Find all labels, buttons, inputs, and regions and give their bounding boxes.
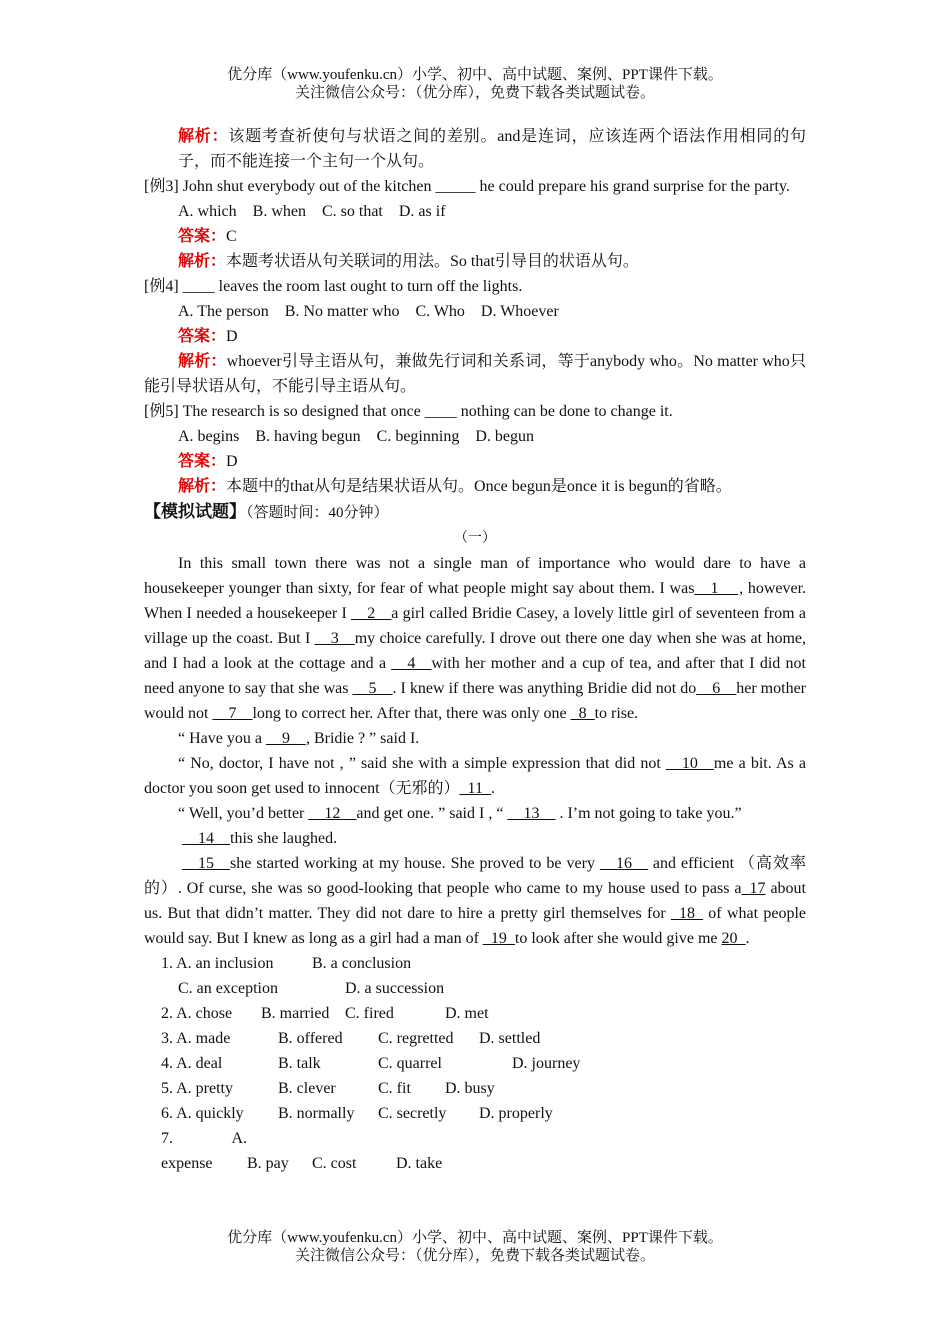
passage-text: her mother would not xyxy=(144,680,807,722)
passage-text: Bridie ? ” said I. xyxy=(309,730,420,747)
ex2-analysis xyxy=(144,124,806,174)
passage-text: D. take xyxy=(396,1155,443,1172)
ex4-answer xyxy=(144,324,806,349)
passage-text: B. normally xyxy=(278,1105,355,1122)
passage-paragraph-5 xyxy=(144,826,806,851)
choice-row-6 xyxy=(144,1101,806,1126)
passage-paragraph-6 xyxy=(144,851,806,951)
section-heading xyxy=(144,499,806,526)
passage-text: . I knew if there was anything Bridie did not do xyxy=(392,680,697,697)
blank-3: __3__ xyxy=(314,630,355,647)
passage-text: C. regretted xyxy=(378,1030,454,1047)
passage-text: . I’m not going to take you.” xyxy=(555,805,742,822)
passage-text: C. an exception xyxy=(178,980,278,997)
blank-17: _17 xyxy=(741,880,766,897)
choices-list xyxy=(144,951,806,1176)
choice-row-2 xyxy=(144,1001,806,1026)
passage-text: me a bit. As a doctor you soon get used to innocent（无邪的） xyxy=(144,755,807,797)
passage-text: long to correct her. After that, there was only one xyxy=(252,705,571,722)
passage-text: D. a succession xyxy=(345,980,445,997)
choice-row-4 xyxy=(144,1051,806,1076)
blank-20: 20_ xyxy=(721,930,746,947)
blank-18: _18_ xyxy=(670,905,703,922)
passage-text: A. which B. when C. so that D. as if xyxy=(178,203,446,220)
ex4-analysis-text: whoever引导主语从句，兼做先行词和关系词，等于anybody who。No matter who只能引导状语从句，不能引导主语从句。 xyxy=(144,353,806,395)
section-time-note: （答题时间：40分钟） xyxy=(246,505,389,521)
passage-text: C. secretly xyxy=(378,1105,447,1122)
choice-row-5 xyxy=(144,1076,806,1101)
passage-text: 2. A. chose xyxy=(161,1005,233,1022)
analysis-label: 解析： xyxy=(178,478,227,495)
passage-text: D. busy xyxy=(445,1080,495,1097)
blank-12: __12__ xyxy=(308,805,357,822)
passage-paragraph-4 xyxy=(144,801,806,826)
passage-text: C. cost xyxy=(312,1155,357,1172)
blank-9: __9__, xyxy=(265,730,310,747)
passage-text: 4. A. deal xyxy=(161,1055,223,1072)
passage-text: this she laughed. xyxy=(230,830,338,847)
passage-text: 7. A. expense xyxy=(161,1130,247,1172)
ex5-analysis-text: 本题中的that从句是结果状语从句。Once begun是once it is begun的省略。 xyxy=(226,478,732,495)
blank-6: __6__ xyxy=(696,680,737,697)
passage-text: to look after she would give me xyxy=(514,930,722,947)
section-title: 【模拟试题】 xyxy=(144,502,246,521)
answer-label: 答案： xyxy=(178,453,227,470)
choice-row-1b xyxy=(144,976,806,1001)
blank-7: __7__ xyxy=(212,705,253,722)
blank-11: _11_ xyxy=(459,780,491,797)
analysis-label: 解析： xyxy=(178,253,227,270)
passage-text: . xyxy=(490,780,495,797)
header-line-2: 关注微信公众号：（优分库），免费下载各类试题试卷。 xyxy=(294,85,655,101)
passage-text: D. properly xyxy=(479,1105,553,1122)
document-body xyxy=(144,124,806,1176)
passage-text: B. pay xyxy=(247,1155,289,1172)
footer-line-2: 关注微信公众号：（优分库），免费下载各类试题试卷。 xyxy=(294,1248,655,1264)
passage-text: and efficient （高效率的）. Of curse, she was so good-looking that people who came to my house used to pass a xyxy=(144,855,806,897)
passage-paragraph-1 xyxy=(144,551,806,726)
passage-text: A. begins B. having begun C. beginning D. begun xyxy=(178,428,534,445)
ex4-answer-value: D xyxy=(226,328,238,345)
passage-text: D. journey xyxy=(512,1055,581,1072)
ex3-analysis-text: 本题考状语从句关联词的用法。So that引导目的状语从句。 xyxy=(226,253,639,270)
passage-text: with her mother and a cup of tea, and after that I did not need anyone to say that she was xyxy=(144,655,806,697)
page-footer xyxy=(0,1229,950,1265)
passage-text: a girl called Bridie Casey, a lovely little girl of seventeen from a village up the coast. But I xyxy=(144,605,806,647)
ex3-answer-value: C xyxy=(226,228,237,245)
passage-text: A. The person B. No matter who C. Who D. Whoever xyxy=(178,303,559,320)
analysis-label: 解析： xyxy=(178,353,227,370)
blank-13: __13__ xyxy=(507,805,556,822)
ex3-analysis xyxy=(144,249,806,274)
ex5-answer xyxy=(144,449,806,474)
passage-text: 5. A. pretty xyxy=(161,1080,233,1097)
choice-row-7 xyxy=(144,1126,806,1176)
passage-text: about us. But that didn’t matter. They did not dare to hire a pretty girl themselves for xyxy=(144,880,806,922)
blank-8: _8_ xyxy=(570,705,595,722)
ex5-analysis xyxy=(144,474,806,499)
blank-19: _19_ xyxy=(482,930,515,947)
passage-text: “ Have you a xyxy=(178,730,266,747)
passage-paragraph-3 xyxy=(144,751,806,801)
passage-text: 6. A. quickly xyxy=(161,1105,244,1122)
passage-text: In this small town there was not a single man of importance who would dare to have a housekeeper younger than sixty, for fear of what people might say about them. I was xyxy=(144,555,806,597)
ex5-question: [例5] The research is so designed that once ____ nothing can be done to change it. xyxy=(144,403,673,420)
footer-line-1: 优分库（www.youfenku.cn）小学、初中、高中试题、案例、PPT课件下载。 xyxy=(227,1230,723,1246)
passage-text: and get one. ” said I , “ xyxy=(356,805,508,822)
ex4-question: [例4] ____ leaves the room last ought to turn off the lights. xyxy=(144,278,523,295)
passage-text: “ Well, you’d better xyxy=(178,805,309,822)
ex3-options xyxy=(144,199,806,224)
blank-15: __15__ xyxy=(182,855,230,872)
passage-text: D. settled xyxy=(479,1030,541,1047)
ex2-analysis-text: 该题考查祈使句与状语之间的差别。and是连词，应该连两个语法作用相同的句子，而不能连接一个主句一个从句。 xyxy=(178,128,806,170)
passage-text: B. a conclusion xyxy=(312,955,412,972)
ex5-options xyxy=(144,424,806,449)
blank-1: __1__ , xyxy=(694,580,744,597)
passage-text: B. clever xyxy=(278,1080,336,1097)
blank-14: __14__ xyxy=(182,830,230,847)
passage-text: C. quarrel xyxy=(378,1055,442,1072)
passage-text: B. talk xyxy=(278,1055,321,1072)
blank-10: __10__ xyxy=(665,755,714,772)
passage-text: C. fit xyxy=(378,1080,411,1097)
ex5-answer-value: D xyxy=(226,453,238,470)
ex3-question: [例3] John shut everybody out of the kitchen _____ he could prepare his grand surprise for the party. xyxy=(144,178,790,195)
passage-text: B. offered xyxy=(278,1030,343,1047)
passage-text: D. met xyxy=(445,1005,489,1022)
passage-text: 3. A. made xyxy=(161,1030,231,1047)
passage-text: my choice carefully. I drove out there one day when she was at home, and I had a look at the cottage and a xyxy=(144,630,807,672)
passage-paragraph-2 xyxy=(144,726,806,751)
blank-2: __2__ xyxy=(351,605,392,622)
blank-16: __16__ xyxy=(599,855,648,872)
blank-5: __5__ xyxy=(352,680,393,697)
passage-text: C. fired xyxy=(345,1005,394,1022)
header-line-1: 优分库（www.youfenku.cn）小学、初中、高中试题、案例、PPT课件下载。 xyxy=(227,67,723,83)
choice-row-3 xyxy=(144,1026,806,1051)
passage-text: to rise. xyxy=(594,705,639,722)
passage-text: . xyxy=(745,930,750,947)
ex4-analysis xyxy=(144,349,806,399)
passage-text: “ No, doctor, I have not , ” said she with a simple expression that did not xyxy=(178,755,666,772)
passage-text: however. When I needed a housekeeper I xyxy=(144,580,807,622)
passage-text: 1. A. an inclusion xyxy=(161,955,274,972)
passage-text: B. married xyxy=(261,1005,330,1022)
choice-row-1 xyxy=(144,951,806,976)
part-label: （一） xyxy=(454,531,496,546)
analysis-label: 解析： xyxy=(178,128,229,145)
ex3-answer xyxy=(144,224,806,249)
blank-4: __4__ xyxy=(391,655,432,672)
answer-label: 答案： xyxy=(178,228,227,245)
passage-text: of what people would say. But I knew as long as a girl had a man of xyxy=(144,905,807,947)
ex4-options xyxy=(144,299,806,324)
answer-label: 答案： xyxy=(178,328,227,345)
page-header xyxy=(0,66,950,102)
passage-text: she started working at my house. She proved to be very xyxy=(230,855,600,872)
